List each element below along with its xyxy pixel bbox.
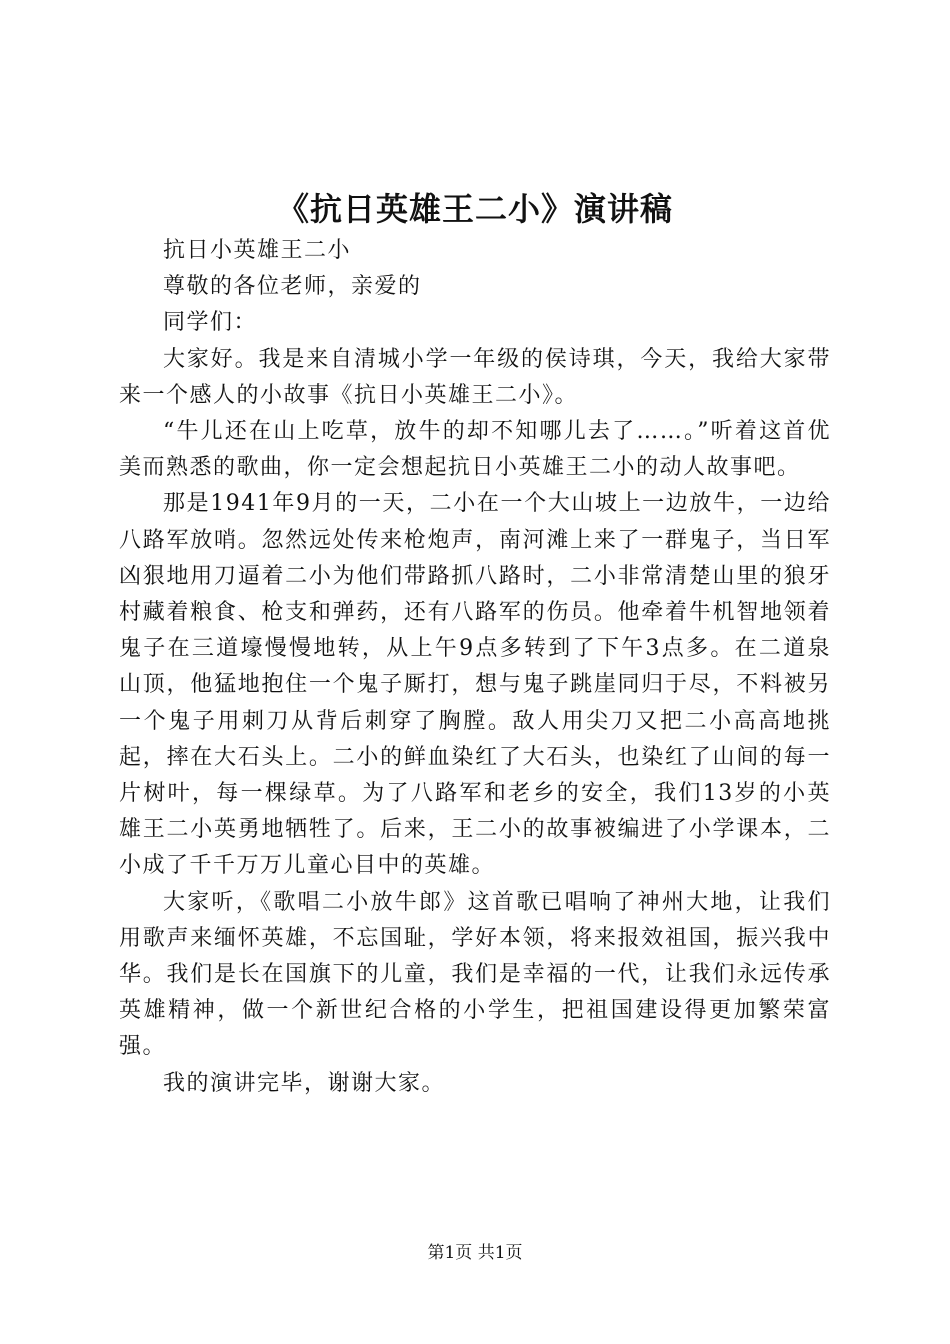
paragraph-intro: 大家好。我是来自清城小学一年级的侯诗琪，今天，我给大家带来一个感人的小故事《抗日小英雄王二小》。 <box>119 346 831 408</box>
paragraph-closing: 我的演讲完毕，谢谢大家。 <box>163 1070 446 1096</box>
paragraph-song: “牛儿还在山上吃草，放牛的却不知哪儿去了……。”听着这首优美而熟悉的歌曲，你一定会想起抗日小英雄王二小的动人故事吧。 <box>119 419 831 481</box>
paragraph-call-to-action: 大家听，《歌唱二小放牛郎》这首歌已唱响了神州大地，让我们用歌声来缅怀英雄，不忘国耻，学好本领，将来报效祖国，振兴我中华。我们是长在国旗下的儿童，我们是幸福的一代，让我们永远传承英雄精神，做一个新世纪合格的小学生，把祖国建设得更加繁荣富强。 <box>119 889 831 1060</box>
page-footer: 第1页 共1页 <box>427 1243 523 1263</box>
document-title: 《抗日英雄王二小》演讲稿 <box>276 190 673 228</box>
paragraph-salutation: 尊敬的各位老师，亲爱的 <box>163 274 422 300</box>
document-body <box>119 233 831 1102</box>
paragraph-subtitle: 抗日小英雄王二小 <box>163 238 352 263</box>
paragraph-story: 那是1941年9月的一天，二小在一个大山坡上一边放牛，一边给八路军放哨。忽然远处传来枪炮声，南河滩上来了一群鬼子，当日军凶狠地用刀逼着二小为他们带路抓八路时，二小非常清楚山里的狼牙村藏着粮食、枪支和弹药，还有八路军的伤员。他牵着牛机智地领着鬼子在三道壕慢慢地转，从上午9点多转到了下午3点多。在二道泉山顶，他猛地抱住一个鬼子厮打，想与鬼子跳崖同归于尽，不料被另一个鬼子用刺刀从背后刺穿了胸膛。敌人用尖刀又把二小高高地挑起，摔在大石头上。二小的鲜血染红了大石头，也染红了山间的每一片树叶，每一棵绿草。为了八路军和老乡的安全，我们13岁的小英雄王二小英勇地牺牲了。后来，王二小的故事被编进了小学课本，二小成了千千万万儿童心目中的英雄。 <box>119 491 831 879</box>
paragraph-salutation-cont: 同学们： <box>163 310 258 336</box>
